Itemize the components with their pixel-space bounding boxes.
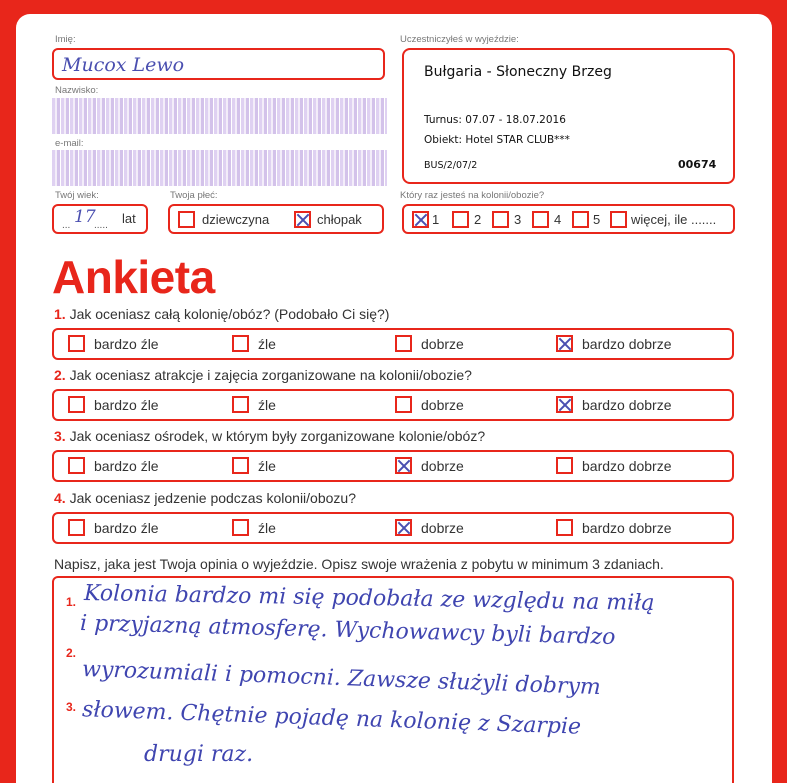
answer-label: dobrze xyxy=(421,397,464,413)
gender-boy-label: chłopak xyxy=(317,212,362,227)
opinion-line-number-1: 1. xyxy=(66,595,77,609)
question-number: 2. xyxy=(54,367,66,383)
surname-label: Nazwisko: xyxy=(55,85,99,96)
question-text: Jak oceniasz jedzenie podczas kolonii/obozu? xyxy=(69,490,356,506)
answer-checkbox-q4-opt4[interactable] xyxy=(556,519,573,536)
times-checkbox-4[interactable] xyxy=(532,211,549,228)
age-label: Twój wiek: xyxy=(55,190,99,201)
times-option-5: 5 xyxy=(593,212,601,227)
answer-row-1 xyxy=(52,328,734,360)
answer-label: źle xyxy=(258,520,276,536)
answer-checkbox-q1-opt2[interactable] xyxy=(232,335,249,352)
question-1 xyxy=(54,306,389,322)
answer-label: źle xyxy=(258,458,276,474)
answer-label: bardzo źle xyxy=(94,397,159,413)
times-label: Który raz jesteś na kolonii/obozie? xyxy=(400,190,545,201)
times-option-more: więcej, ile ....... xyxy=(631,212,717,227)
answer-label: bardzo dobrze xyxy=(582,336,672,352)
times-checkbox-more[interactable] xyxy=(610,211,627,228)
question-number: 3. xyxy=(54,428,66,444)
trip-number: 00674 xyxy=(678,158,717,171)
gender-checkbox-girl[interactable] xyxy=(178,211,195,228)
opinion-line-2: i przyjazną atmosferę. Wychowawcy byli bardzo xyxy=(79,610,616,651)
times-checkbox-2[interactable] xyxy=(452,211,469,228)
times-checkbox-3[interactable] xyxy=(492,211,509,228)
trip-card xyxy=(402,48,735,184)
question-number: 4. xyxy=(54,490,66,506)
times-field xyxy=(402,204,735,234)
question-4 xyxy=(54,490,356,506)
name-label: Imię: xyxy=(55,34,76,45)
answer-checkbox-q4-opt3[interactable] xyxy=(395,519,412,536)
trip-obiekt: Obiekt: Hotel STAR CLUB*** xyxy=(424,134,570,146)
trip-turnus: Turnus: 07.07 - 18.07.2016 xyxy=(424,114,566,126)
answer-checkbox-q4-opt1[interactable] xyxy=(68,519,85,536)
times-checkbox-5[interactable] xyxy=(572,211,589,228)
times-option-1: 1 xyxy=(432,212,440,227)
opinion-line-1: Kolonia bardzo mi się podobała ze względu na miłą xyxy=(83,581,655,616)
age-field[interactable] xyxy=(52,204,148,234)
name-field[interactable] xyxy=(52,48,385,80)
answer-label: bardzo dobrze xyxy=(582,397,672,413)
gender-checkbox-boy[interactable] xyxy=(294,211,311,228)
answer-checkbox-q3-opt3[interactable] xyxy=(395,457,412,474)
answer-checkbox-q2-opt2[interactable] xyxy=(232,396,249,413)
answer-label: dobrze xyxy=(421,520,464,536)
answer-label: źle xyxy=(258,336,276,352)
answer-checkbox-q3-opt4[interactable] xyxy=(556,457,573,474)
answer-checkbox-q3-opt2[interactable] xyxy=(232,457,249,474)
times-checkbox-1[interactable] xyxy=(412,211,429,228)
gender-girl-label: dziewczyna xyxy=(202,212,270,227)
answer-label: bardzo dobrze xyxy=(582,458,672,474)
answer-checkbox-q3-opt1[interactable] xyxy=(68,457,85,474)
answer-checkbox-q4-opt2[interactable] xyxy=(232,519,249,536)
trip-destination: Bułgaria - Słoneczny Brzeg xyxy=(424,64,612,80)
times-option-4: 4 xyxy=(554,212,562,227)
email-label: e-mail: xyxy=(55,138,84,149)
opinion-prompt: Napisz, jaka jest Twoja opinia o wyjeździe. Opisz swoje wrażenia z pobytu w minimum 3 zdaniach. xyxy=(54,556,664,572)
age-dots-suffix: ..... xyxy=(94,220,108,231)
surname-redacted xyxy=(52,98,387,134)
question-2 xyxy=(54,367,472,383)
opinion-line-number-2: 2. xyxy=(66,646,77,660)
answer-label: dobrze xyxy=(421,336,464,352)
gender-field xyxy=(168,204,384,234)
opinion-line-4: słowem. Chętnie pojadę na kolonię z Szarpie xyxy=(81,697,582,740)
times-option-3: 3 xyxy=(514,212,522,227)
age-unit: lat xyxy=(122,211,136,226)
opinion-line-number-3: 3. xyxy=(66,700,77,714)
answer-checkbox-q2-opt4[interactable] xyxy=(556,396,573,413)
question-3 xyxy=(54,428,485,444)
answer-checkbox-q1-opt1[interactable] xyxy=(68,335,85,352)
answer-label: bardzo źle xyxy=(94,458,159,474)
opinion-line-3: wyrozumiali i pomocni. Zawsze służyli dobrym xyxy=(81,656,602,701)
opinion-line-5: drugi raz. xyxy=(144,742,254,767)
answer-label: dobrze xyxy=(421,458,464,474)
answer-label: bardzo dobrze xyxy=(582,520,672,536)
times-option-2: 2 xyxy=(474,212,482,227)
answer-row-2 xyxy=(52,389,734,421)
email-redacted xyxy=(52,150,387,186)
answer-checkbox-q1-opt4[interactable] xyxy=(556,335,573,352)
question-number: 1. xyxy=(54,306,66,322)
gender-label: Twoja płeć: xyxy=(170,190,218,201)
question-text: Jak oceniasz atrakcje i zajęcia zorganizowane na kolonii/obozie? xyxy=(69,367,472,383)
answer-checkbox-q2-opt1[interactable] xyxy=(68,396,85,413)
answer-label: źle xyxy=(258,397,276,413)
age-value: 17 xyxy=(74,207,96,227)
participant-label: Uczestniczyłeś w wyjeździe: xyxy=(400,34,519,45)
answer-row-4 xyxy=(52,512,734,544)
page-title: Ankieta xyxy=(52,251,215,303)
answer-label: bardzo źle xyxy=(94,520,159,536)
question-text: Jak oceniasz ośrodek, w którym były zorganizowane kolonie/obóz? xyxy=(69,428,486,444)
opinion-textarea[interactable] xyxy=(52,576,734,783)
answer-label: bardzo źle xyxy=(94,336,159,352)
answer-checkbox-q2-opt3[interactable] xyxy=(395,396,412,413)
question-text: Jak oceniasz całą kolonię/obóz? (Podobało Ci się?) xyxy=(69,306,390,322)
answer-row-3 xyxy=(52,450,734,482)
name-value: Mucox Lewo xyxy=(62,54,185,76)
trip-code: BUS/2/07/2 xyxy=(424,160,478,171)
age-dots-prefix: ... xyxy=(62,220,71,231)
answer-checkbox-q1-opt3[interactable] xyxy=(395,335,412,352)
